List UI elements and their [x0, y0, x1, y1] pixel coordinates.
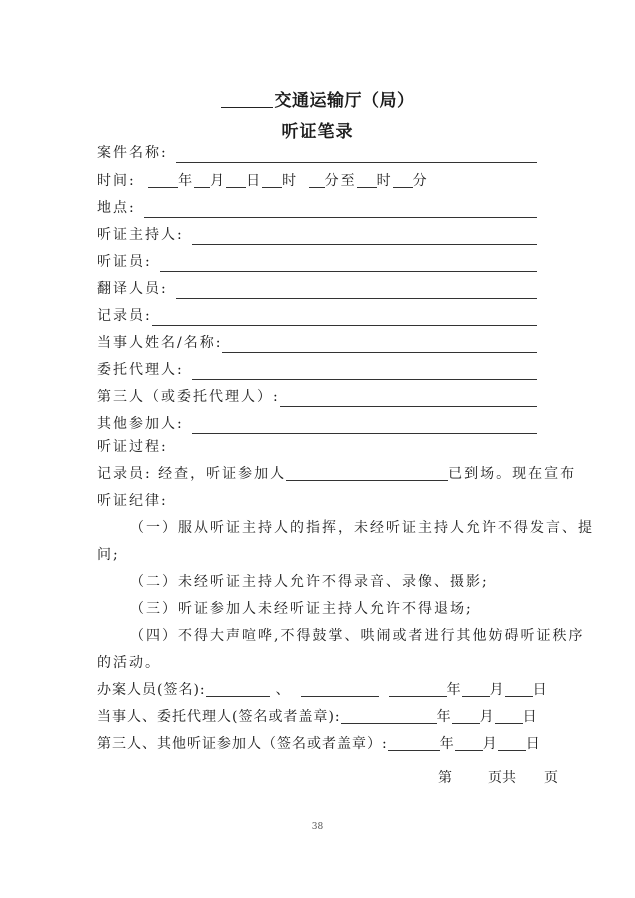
day-label: 日 [522, 709, 538, 725]
rule-1-continued: 问; [97, 547, 120, 563]
other-participants-row [97, 414, 537, 434]
rule-4: （四）不得大声喧哗,不得鼓掌、哄闹或者进行其他妨碍听证秩序 [130, 628, 585, 644]
agency-name-blank[interactable] [221, 90, 273, 108]
minute-to-unit: 分至 [324, 173, 357, 189]
month-unit: 月 [210, 173, 227, 189]
year-label: 年 [439, 736, 455, 752]
third-party-label: 第三人（或委托代理人）: [97, 389, 280, 405]
page-number: 38 [311, 822, 324, 832]
page-prefix: 第 [438, 770, 452, 786]
third-party-field[interactable] [280, 390, 537, 407]
third-others-day-field[interactable] [498, 735, 526, 751]
third-others-signature[interactable] [388, 735, 440, 751]
day-label: 日 [525, 736, 541, 752]
case-officers-month-field[interactable] [462, 681, 490, 697]
year-field[interactable] [148, 172, 178, 188]
month-label: 月 [482, 736, 498, 752]
agent-field[interactable] [192, 363, 537, 380]
hour-start-unit: 时 [282, 173, 299, 189]
rule-2: （二）未经听证主持人允许不得录音、录像、摄影; [130, 574, 489, 590]
other-participants-label: 其他参加人: [97, 416, 184, 432]
hearing-officer-row [97, 252, 537, 272]
third-others-label: 第三人、其他听证参加人（签名或者盖章）: [97, 736, 388, 752]
translator-row [97, 279, 537, 299]
party-label: 当事人姓名/名称: [97, 335, 223, 351]
page-mid: 页共 [488, 770, 516, 786]
time-row [97, 171, 537, 191]
minute-end-unit: 分 [412, 173, 429, 189]
month-label: 月 [489, 682, 505, 698]
rule-4-continued: 的活动。 [97, 655, 161, 671]
title-text: 交通运输厅（局） [274, 91, 415, 111]
case-officers-year-field[interactable] [389, 681, 447, 697]
location-row [97, 198, 537, 218]
third-party-row [97, 387, 537, 407]
separator: 、 [275, 682, 291, 698]
hearing-officer-field[interactable] [160, 255, 537, 272]
other-participants-field[interactable] [192, 417, 537, 434]
case-officers-label: 办案人员(签名): [97, 682, 206, 698]
recorder-field[interactable] [152, 309, 537, 326]
case-officers-signature-row [97, 680, 557, 700]
recorder-label: 记录员: [97, 308, 152, 324]
day-field[interactable] [226, 172, 246, 188]
host-row [97, 225, 537, 245]
case-officer-2-signature[interactable] [301, 681, 379, 697]
third-others-signature-row [97, 734, 557, 754]
minute-end-field[interactable] [393, 172, 413, 188]
day-label: 日 [532, 682, 548, 698]
party-agent-day-field[interactable] [495, 708, 523, 724]
rule-1: （一）服从听证主持人的指挥，未经听证主持人允许不得发言、提 [130, 520, 594, 536]
agent-row [97, 360, 537, 380]
recorder-statement-suffix: 已到场。现在宣布 [448, 466, 577, 482]
party-row [97, 333, 537, 353]
case-officer-1-signature[interactable] [206, 681, 270, 697]
discipline-heading: 听证纪律: [97, 493, 168, 509]
participants-present-field[interactable] [286, 465, 448, 481]
page-count-line [438, 767, 558, 787]
month-label: 月 [479, 709, 495, 725]
day-unit: 日 [246, 173, 263, 189]
month-field[interactable] [194, 172, 210, 188]
document-title [0, 86, 635, 111]
third-others-month-field[interactable] [455, 735, 483, 751]
process-heading: 听证过程: [97, 439, 168, 455]
recorder-statement [97, 464, 577, 484]
document-subtitle: 听证笔录 [281, 122, 354, 142]
hour-end-field[interactable] [357, 172, 377, 188]
minute-start-field[interactable] [309, 172, 325, 188]
recorder-statement-prefix: 记录员: 经查，听证参加人 [97, 466, 287, 482]
recorder-row [97, 306, 537, 326]
case-officers-day-field[interactable] [505, 681, 533, 697]
rule-3: （三）听证参加人未经听证主持人允许不得退场; [130, 601, 473, 617]
party-agent-month-field[interactable] [452, 708, 480, 724]
party-agent-signature-row [97, 707, 557, 727]
location-label: 地点: [97, 200, 136, 216]
host-label: 听证主持人: [97, 227, 184, 243]
agent-label: 委托代理人: [97, 362, 184, 378]
party-field[interactable] [222, 336, 537, 353]
translator-field[interactable] [176, 282, 537, 299]
party-agent-signature[interactable] [341, 708, 437, 724]
year-unit: 年 [178, 173, 195, 189]
year-label: 年 [436, 709, 452, 725]
case-name-label: 案件名称: [97, 145, 168, 161]
host-field[interactable] [192, 228, 537, 245]
translator-label: 翻译人员: [97, 281, 168, 297]
hearing-officer-label: 听证员: [97, 254, 152, 270]
hour-end-unit: 时 [376, 173, 393, 189]
case-name-field[interactable] [176, 146, 537, 163]
case-name-row [97, 143, 537, 163]
hour-start-field[interactable] [262, 172, 282, 188]
year-label: 年 [446, 682, 462, 698]
page-suffix: 页 [544, 770, 558, 786]
party-agent-label: 当事人、委托代理人(签名或者盖章): [97, 709, 341, 725]
location-field[interactable] [144, 201, 537, 218]
time-label: 时间: [97, 173, 136, 189]
